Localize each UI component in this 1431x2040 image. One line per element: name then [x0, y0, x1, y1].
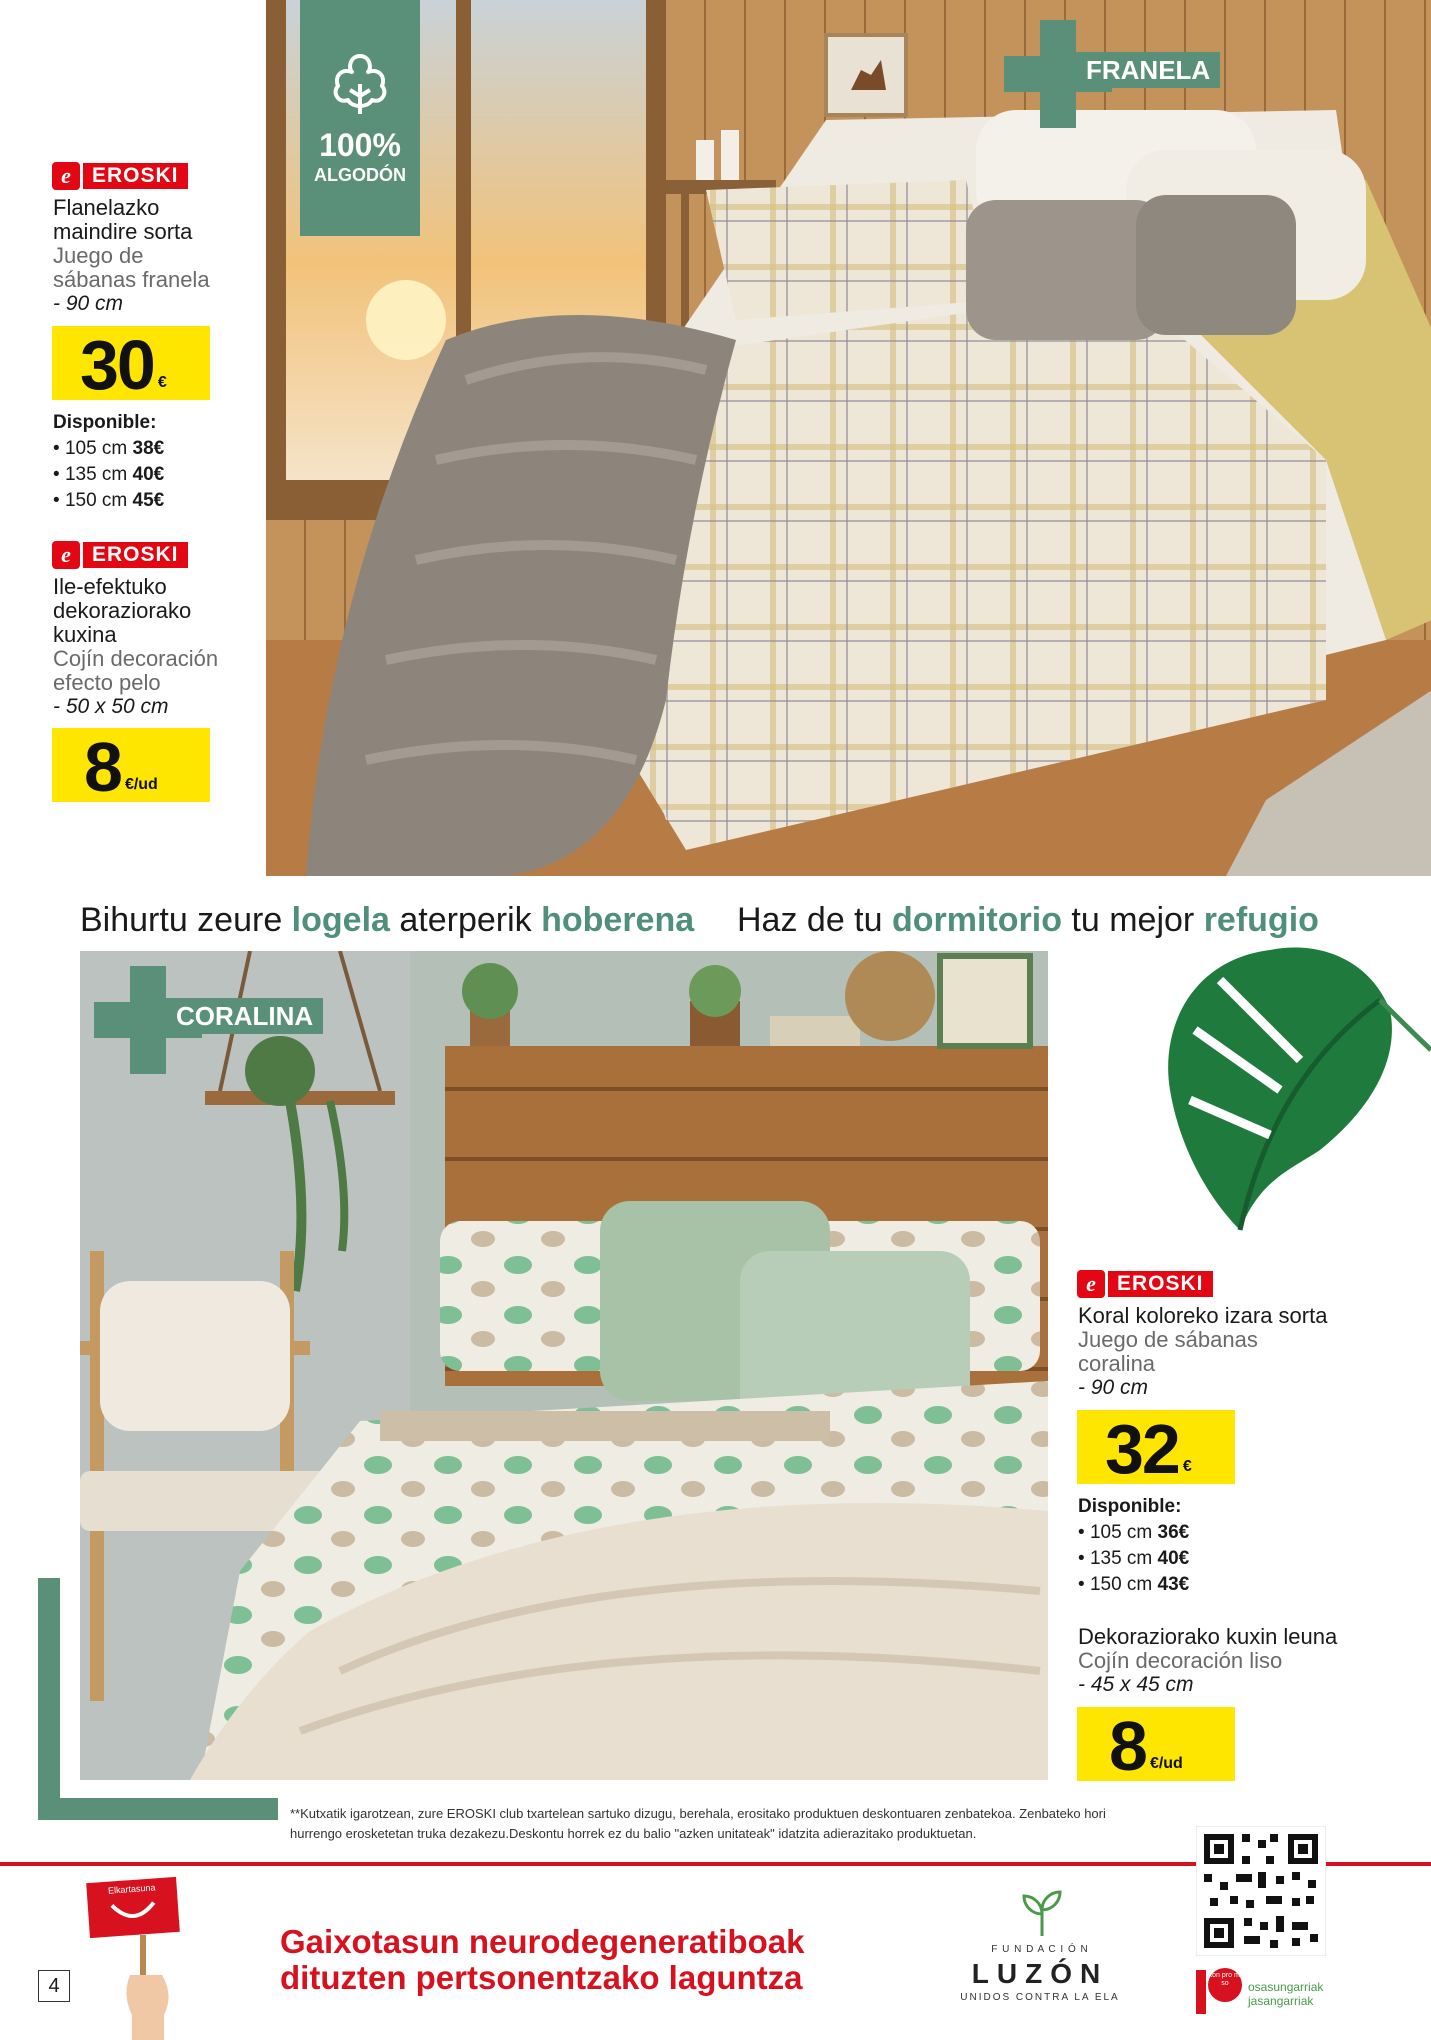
product3-currency: € [1182, 1458, 1192, 1475]
eroski-e-icon: e [1077, 1270, 1105, 1298]
product1-option: • 135 cm 40€ [53, 464, 165, 485]
eroski-logo-1 [52, 162, 188, 190]
product1-name-eu-1: Flanelazko [53, 195, 160, 220]
green-frame-horizontal [38, 1798, 278, 1820]
cotton-flower-icon [324, 46, 396, 118]
product1-option: • 150 cm 45€ [53, 490, 165, 511]
eroski-e-icon: e [52, 541, 80, 569]
monstera-leaf-icon [1150, 940, 1431, 1240]
product2-name-es-1: Cojín decoración [53, 646, 219, 671]
product2-name-eu-3: kuxina [53, 622, 117, 647]
footnote-line-1: **Kutxatik igarotzean, zure EROSKI club txartelean sartuko dizugu, berehala, erositako produktuen deskontuaren zenbatekoa. Zenbateko hori [290, 1806, 1106, 1821]
smile-icon [107, 1896, 159, 1925]
product3-name-es-2: coralina [1078, 1351, 1156, 1376]
charity-line-1: Gaixotasun neurodegeneratiboak [280, 1923, 805, 1960]
hand-holding-sign-icon [112, 1935, 182, 2040]
product3-availability [1078, 1494, 1189, 1598]
footnote [290, 1804, 1190, 1844]
eroski-wordmark: EROSKI [83, 163, 188, 189]
bedroom-photo-franela [266, 0, 1431, 876]
headline-eu: Bihurtu zeure logela aterperik hoberena [80, 901, 695, 939]
footnote-line-2: hurrengo erosketetan truka dezakezu.Deskontu horrek ez du balio "azken unitateak" idatzita adierazitako produktuetan. [290, 1826, 977, 1841]
product1-name-es-1: Juego de [53, 243, 144, 268]
headline-es: Haz de tu dormitorio tu mejor refugio [737, 901, 1319, 939]
product4-currency: €/ud [1149, 1755, 1183, 1772]
product1-price: 30 [80, 326, 154, 404]
product2-price: 8 [84, 728, 121, 806]
product3-name-eu: Koral koloreko izara sorta [1078, 1303, 1328, 1328]
product1-size: - 90 cm [53, 292, 124, 315]
product3-name-es-1: Juego de sábanas [1078, 1327, 1258, 1352]
qr-code-icon[interactable] [1196, 1826, 1326, 1956]
product3-price: 32 [1105, 1410, 1179, 1488]
fundacion-name: LUZÓN [971, 1958, 1109, 1989]
product2-name-es-2: efecto pelo [53, 670, 161, 695]
product1-available-label: Disponible: [53, 412, 157, 433]
product3-price-tag [1077, 1410, 1235, 1488]
badge-material: ALGODÓN [314, 165, 406, 185]
product4-name-eu: Dekoraziorako kuxin leuna [1078, 1624, 1338, 1649]
charity-sign-text: Elkartasuna [107, 1882, 156, 1896]
product1-option: • 105 cm 38€ [53, 438, 165, 459]
charity-sign [86, 1877, 180, 1938]
product2-size: - 50 x 50 cm [53, 695, 169, 718]
fundacion-label: F U N D A C I Ó N [991, 1944, 1089, 1955]
product2-name-eu-1: Ile-efektuko [53, 574, 167, 599]
charity-line-2: dituzten pertsonentzako laguntza [280, 1959, 803, 1996]
eroski-wordmark: EROSKI [83, 542, 188, 568]
green-frame-vertical [38, 1578, 60, 1820]
product2-price-tag [52, 728, 210, 806]
eroski-logo-2 [52, 541, 188, 569]
sustainability-one [1196, 1970, 1206, 2014]
product3-option: • 105 cm 36€ [1078, 1522, 1190, 1543]
product4-price: 8 [1109, 1707, 1146, 1785]
fundacion-tagline: UNIDOS CONTRA LA ELA [960, 1992, 1120, 2003]
eroski-wordmark: EROSKI [1108, 1271, 1213, 1297]
tag-franela: FRANELA [1076, 52, 1220, 88]
cotton-badge [300, 0, 420, 236]
eroski-logo-3 [1077, 1270, 1213, 1298]
product1-price-tag [52, 326, 210, 404]
product1-name-es-2: sábanas franela [53, 267, 210, 292]
product3-available-label: Disponible: [1078, 1496, 1182, 1517]
bedroom-illustration [266, 0, 1431, 876]
product4-name-es: Cojín decoración liso [1078, 1648, 1283, 1673]
sustainability-text-1: osasungarriak [1248, 1980, 1324, 1994]
sustainability-text-2: jasangarriak [1248, 1994, 1314, 2008]
eroski-e-icon: e [52, 162, 80, 190]
product4-size: - 45 x 45 cm [1078, 1673, 1194, 1696]
product1-availability [53, 410, 164, 514]
sustainability-badge [1196, 1966, 1242, 2016]
product3-size: - 90 cm [1078, 1376, 1149, 1399]
product3-option: • 150 cm 43€ [1078, 1574, 1190, 1595]
sustainability-circle: kon pro mi so [1208, 1968, 1242, 2002]
sprout-icon [1016, 1890, 1068, 1938]
product1-currency: € [157, 374, 167, 391]
bedroom-illustration [80, 951, 1048, 1780]
tag-coralina: CORALINA [166, 998, 323, 1034]
product3-option: • 135 cm 40€ [1078, 1548, 1190, 1569]
badge-percent: 100% [319, 127, 401, 163]
bedroom-photo-coralina [80, 951, 1048, 1780]
product2-name-eu-2: dekoraziorako [53, 598, 192, 623]
product1-name-eu-2: maindire sorta [53, 219, 193, 244]
page-number: 4 [38, 1970, 70, 2002]
product4-price-tag [1077, 1707, 1235, 1785]
product2-currency: €/ud [124, 776, 158, 793]
